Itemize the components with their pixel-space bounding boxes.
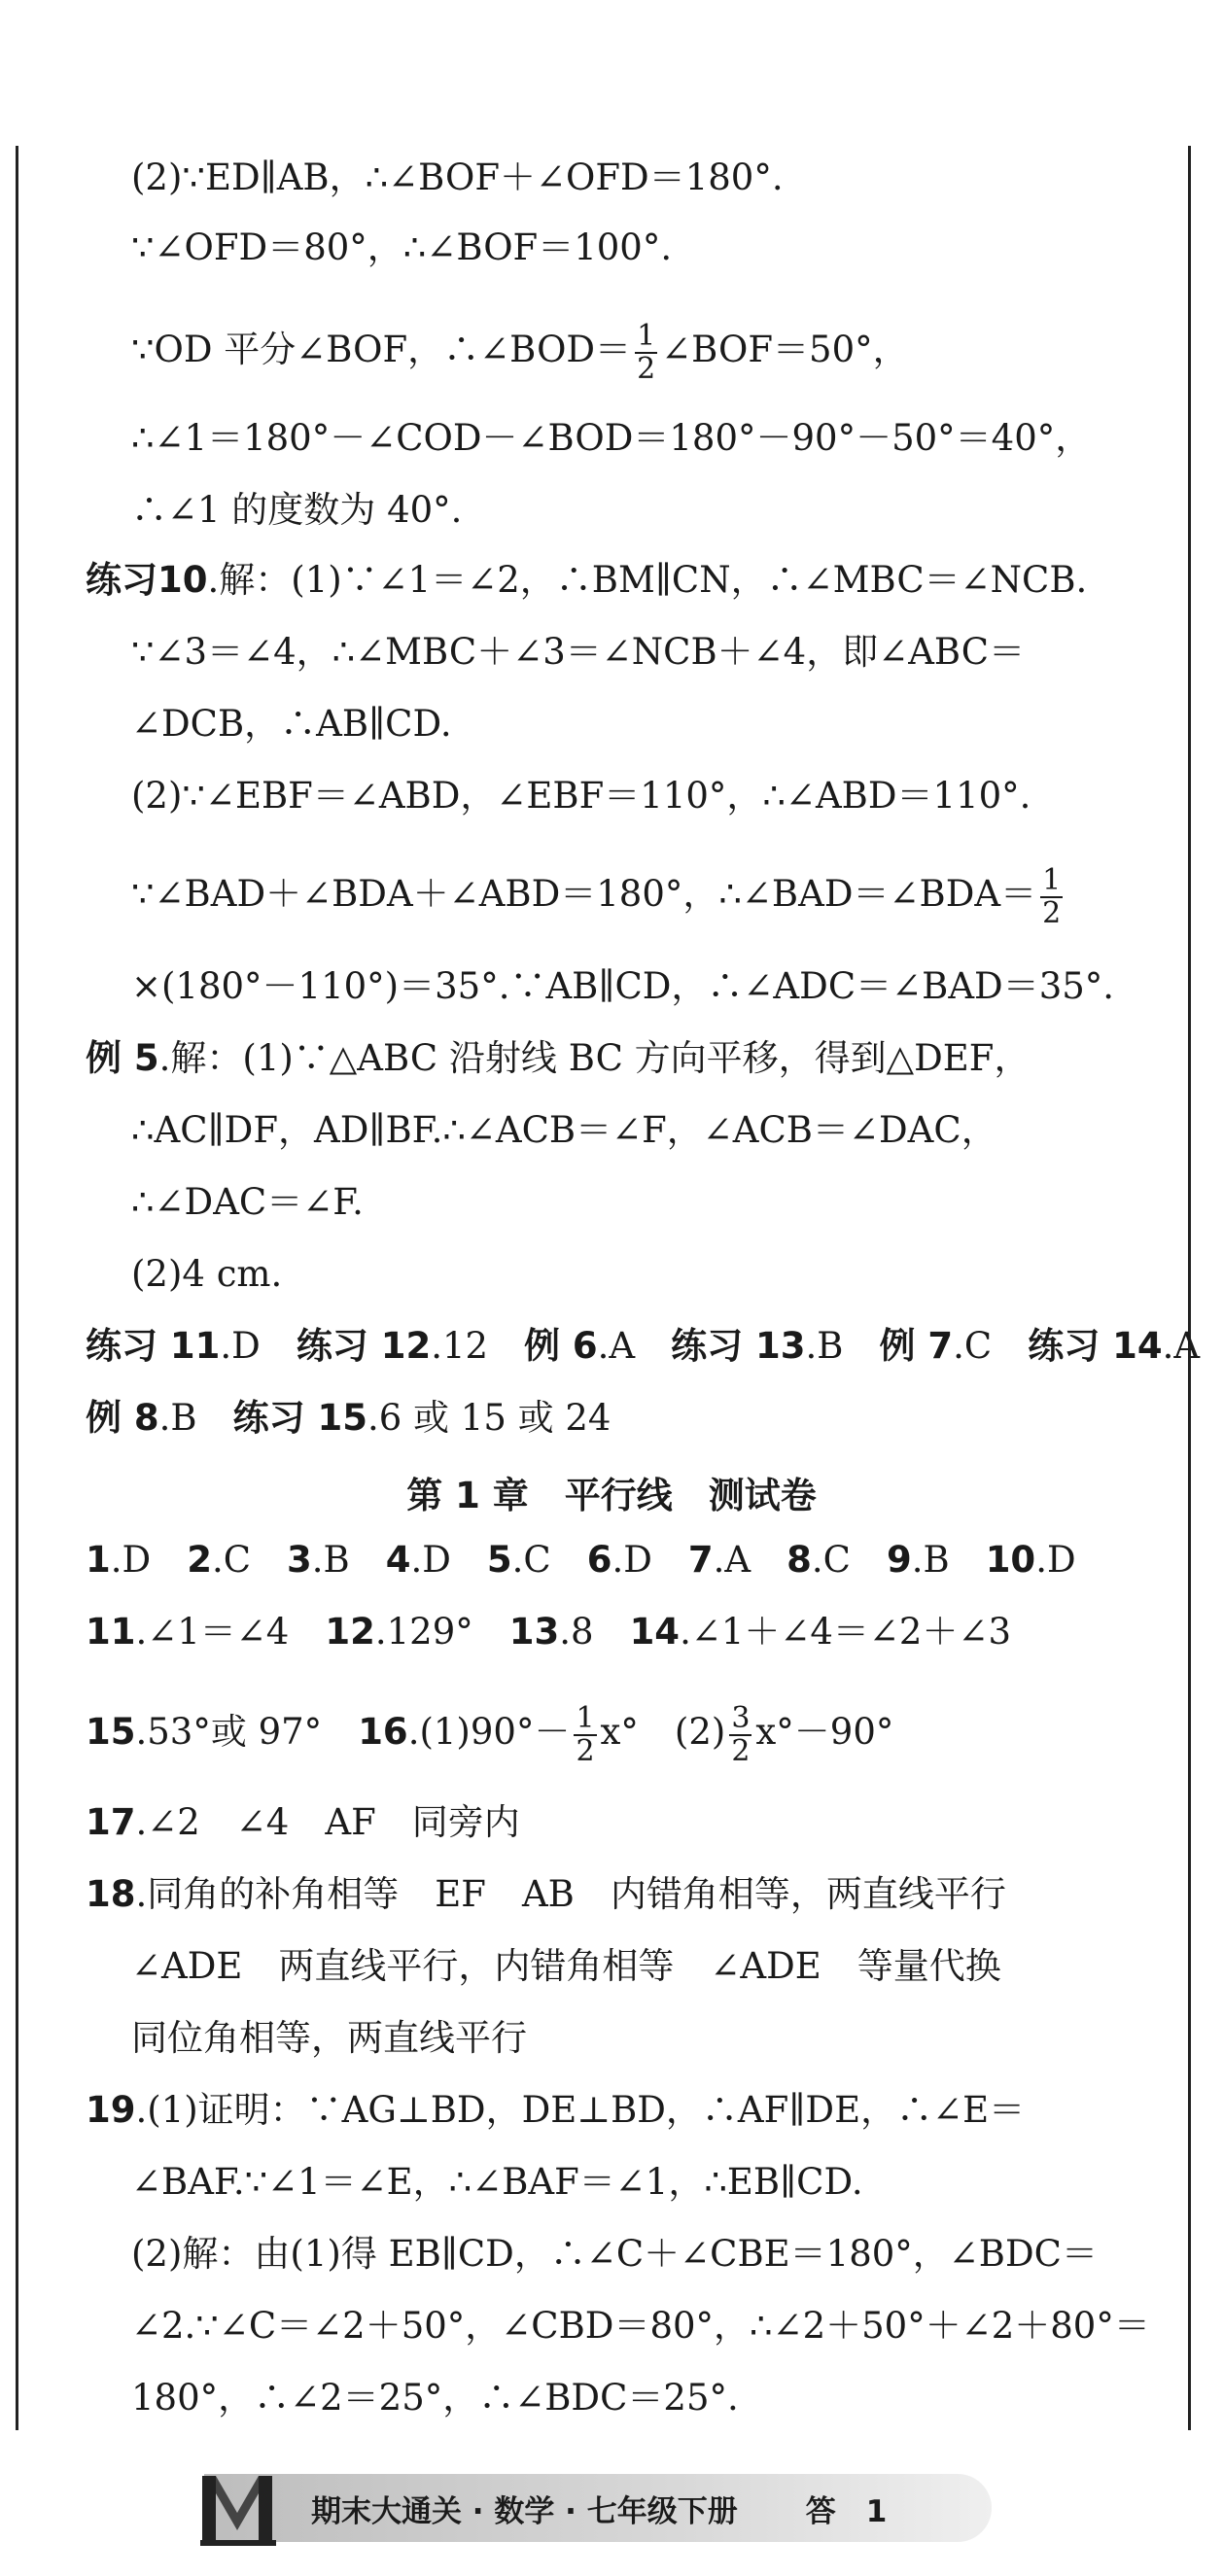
- answer-text: ∵∠OFD＝80°，∴∠BOF＝100°.: [131, 226, 673, 268]
- answer-line: [86, 1610, 1011, 1654]
- answer-line: [86, 1703, 893, 1766]
- answer-text: ∵∠3＝∠4，∴∠MBC＋∠3＝∠NCB＋∠4，即∠ABC＝: [131, 631, 1026, 673]
- answer-text: .129°: [374, 1611, 509, 1653]
- fraction-numerator: 3: [731, 1701, 751, 1735]
- fraction-denominator: 2: [731, 1733, 751, 1768]
- answer-text: .C: [511, 1539, 587, 1581]
- answer-text: (2)解：由(1)得 EB∥CD，∴∠C＋∠CBE＝180°，∠BDC＝: [131, 2233, 1098, 2275]
- answer-line: [131, 2304, 1150, 2349]
- fraction: [635, 321, 657, 384]
- fraction-numerator: 1: [1042, 863, 1062, 897]
- answer-line: [131, 2160, 863, 2205]
- fraction-denominator: 2: [1042, 895, 1062, 930]
- question-number: 13: [508, 1611, 560, 1653]
- answer-text: .∠1＝∠4: [135, 1611, 326, 1653]
- question-number: 练习10: [86, 559, 208, 601]
- answer-text: .B: [805, 1325, 880, 1367]
- answer-text: ∵∠BAD＋∠BDA＋∠ABD＝180°，∴∠BAD＝∠BDA＝: [131, 873, 1037, 915]
- answer-line: [131, 2376, 739, 2420]
- answer-text: .解：(1)∵∠1＝∠2，∴BM∥CN，∴∠MBC＝∠NCB.: [207, 559, 1088, 601]
- question-number: 练习 11: [86, 1325, 221, 1367]
- answer-line: [131, 1108, 997, 1153]
- question-number: 练习 14: [1028, 1325, 1163, 1367]
- answer-text: .(1)证明：∵AG⊥BD，DE⊥BD，∴AF∥DE，∴∠E＝: [135, 2089, 1026, 2131]
- answer-text: .6 或 15 或 24: [367, 1397, 612, 1439]
- answer-line: [131, 226, 672, 270]
- answer-text: .C: [211, 1539, 288, 1581]
- question-number: 6: [586, 1539, 612, 1581]
- answer-text: .B: [158, 1397, 233, 1439]
- answer-text: ∠BOF＝50°，: [661, 329, 909, 370]
- answer-text: .C: [953, 1325, 1029, 1367]
- answer-text: .53°或 97°: [135, 1711, 359, 1753]
- answer-text: ∴AC∥DF，AD∥BF.∴∠ACB＝∠F，∠ACB＝∠DAC，: [131, 1109, 997, 1151]
- question-number: 16: [358, 1711, 408, 1753]
- answer-page-label: 答 1: [805, 2493, 888, 2529]
- question-number: 例 7: [879, 1325, 954, 1367]
- answer-text: 同位角相等，两直线平行: [131, 2017, 527, 2059]
- fraction-numerator: 1: [637, 319, 656, 353]
- answer-line: [131, 865, 1066, 928]
- answer-text: ∠BAF.∵∠1＝∠E，∴∠BAF＝∠1，∴EB∥CD.: [131, 2161, 863, 2203]
- answer-text: .A: [597, 1325, 672, 1367]
- answer-text: (2)4 cm.: [131, 1253, 283, 1295]
- fraction-denominator: 2: [637, 351, 656, 386]
- answer-line: [86, 1396, 611, 1441]
- publisher-logo-icon: [194, 2464, 282, 2552]
- answer-line: [86, 1800, 520, 1845]
- question-number: 5: [486, 1539, 512, 1581]
- answer-text: x°－90°: [755, 1711, 894, 1753]
- answer-text: ∴∠1＝180°－∠COD－∠BOD＝180°－90°－50°＝40°，: [131, 417, 1092, 459]
- answer-text: .8: [559, 1611, 630, 1653]
- question-number: 2: [187, 1539, 212, 1581]
- answer-text: ∠2.∵∠C＝∠2＋50°，∠CBD＝80°，∴∠2＋50°＋∠2＋80°＝: [131, 2305, 1150, 2347]
- answer-text: ∴∠DAC＝∠F.: [131, 1181, 364, 1223]
- answer-text: x° (2): [600, 1711, 726, 1753]
- answer-text: .A: [1162, 1325, 1201, 1367]
- question-number: 11: [86, 1611, 136, 1653]
- answer-line: [131, 1180, 364, 1225]
- question-number: 14: [629, 1611, 681, 1653]
- question-number: 7: [687, 1539, 714, 1581]
- answer-line: [131, 1252, 282, 1297]
- answer-line: [131, 630, 1025, 675]
- question-number: 例 6: [524, 1325, 598, 1367]
- question-number: 练习 13: [671, 1325, 806, 1367]
- answer-text: .(1)90°－: [407, 1711, 571, 1753]
- answer-line: [131, 774, 1031, 818]
- answer-line: [131, 2232, 1098, 2277]
- answer-line: [131, 1944, 1001, 1989]
- answer-text: .A: [713, 1539, 787, 1581]
- footer-bar: [204, 2474, 992, 2542]
- answer-text: .D: [110, 1539, 188, 1581]
- answer-text: .D: [410, 1539, 487, 1581]
- question-number: 12: [325, 1611, 375, 1653]
- answer-text: .∠2 ∠4 AF 同旁内: [135, 1801, 520, 1843]
- answer-text: (2)∵ED∥AB，∴∠BOF＋∠OFD＝180°.: [131, 157, 784, 198]
- answer-text: ×(180°－110°)＝35°.∵AB∥CD，∴∠ADC＝∠BAD＝35°.: [131, 965, 1115, 1007]
- answer-text: .解：(1)∵△ABC 沿射线 BC 方向平移，得到△DEF，: [158, 1037, 1031, 1079]
- answer-line: [86, 1538, 1076, 1583]
- question-number: 4: [385, 1539, 411, 1581]
- answer-line: [131, 2016, 527, 2061]
- question-number: 9: [886, 1539, 912, 1581]
- answer-line: [86, 2088, 1025, 2133]
- answer-text: ∵OD 平分∠BOF，∴∠BOD＝: [131, 329, 632, 370]
- fraction-denominator: 2: [576, 1733, 595, 1768]
- answer-line: [131, 702, 452, 747]
- answer-line: [131, 488, 462, 533]
- answer-text: .B: [911, 1539, 986, 1581]
- question-number: 练习 12: [296, 1325, 432, 1367]
- right-margin-rule: [1188, 146, 1191, 2430]
- answer-line: [131, 321, 909, 384]
- answer-text: ∠ADE 两直线平行，内错角相等 ∠ADE 等量代换: [131, 1945, 1001, 1987]
- answer-text: .D: [220, 1325, 297, 1367]
- fraction: [729, 1703, 751, 1766]
- fraction: [574, 1703, 596, 1766]
- answer-text: ∠DCB，∴AB∥CD.: [131, 703, 452, 745]
- answer-text: (2)∵∠EBF＝∠ABD，∠EBF＝110°，∴∠ABD＝110°.: [131, 775, 1031, 817]
- question-number: 练习 15: [232, 1397, 367, 1439]
- book-title: 期末大通关 · 数学 · 七年级下册: [311, 2493, 738, 2529]
- answer-text: .D: [1035, 1539, 1076, 1581]
- question-number: 例 8: [86, 1397, 159, 1439]
- left-margin-rule: [16, 146, 18, 2430]
- question-number: 3: [287, 1539, 312, 1581]
- answer-line: [131, 416, 1091, 461]
- question-number: 17: [86, 1801, 136, 1843]
- answer-line: [86, 1036, 1030, 1081]
- question-number: 18: [86, 1873, 136, 1915]
- answer-text: .C: [811, 1539, 887, 1581]
- answer-line: [86, 1324, 1200, 1369]
- answer-text: 180°，∴∠2＝25°，∴∠BDC＝25°.: [131, 2377, 739, 2419]
- question-number: 15: [86, 1711, 136, 1753]
- answer-line: [131, 156, 784, 200]
- answer-text: .B: [311, 1539, 386, 1581]
- question-number: 1: [86, 1539, 111, 1581]
- answer-text: .12: [431, 1325, 525, 1367]
- answer-line: [86, 1872, 1006, 1917]
- answer-text: .同角的补角相等 EF AB 内错角相等，两直线平行: [135, 1873, 1006, 1915]
- answer-text: ∴∠1 的度数为 40°.: [131, 489, 463, 531]
- answer-line: [131, 964, 1114, 1009]
- question-number: 10: [985, 1539, 1036, 1581]
- fraction-numerator: 1: [576, 1701, 595, 1735]
- answer-text: .∠1＋∠4＝∠2＋∠3: [680, 1611, 1011, 1653]
- question-number: 例 5: [86, 1037, 159, 1079]
- fraction: [1040, 865, 1063, 928]
- section-title: 第 1 章 平行线 测试卷: [406, 1475, 817, 1516]
- question-number: 19: [86, 2089, 136, 2131]
- answer-text: .D: [612, 1539, 688, 1581]
- question-number: 8: [786, 1539, 812, 1581]
- answer-line: [86, 558, 1087, 603]
